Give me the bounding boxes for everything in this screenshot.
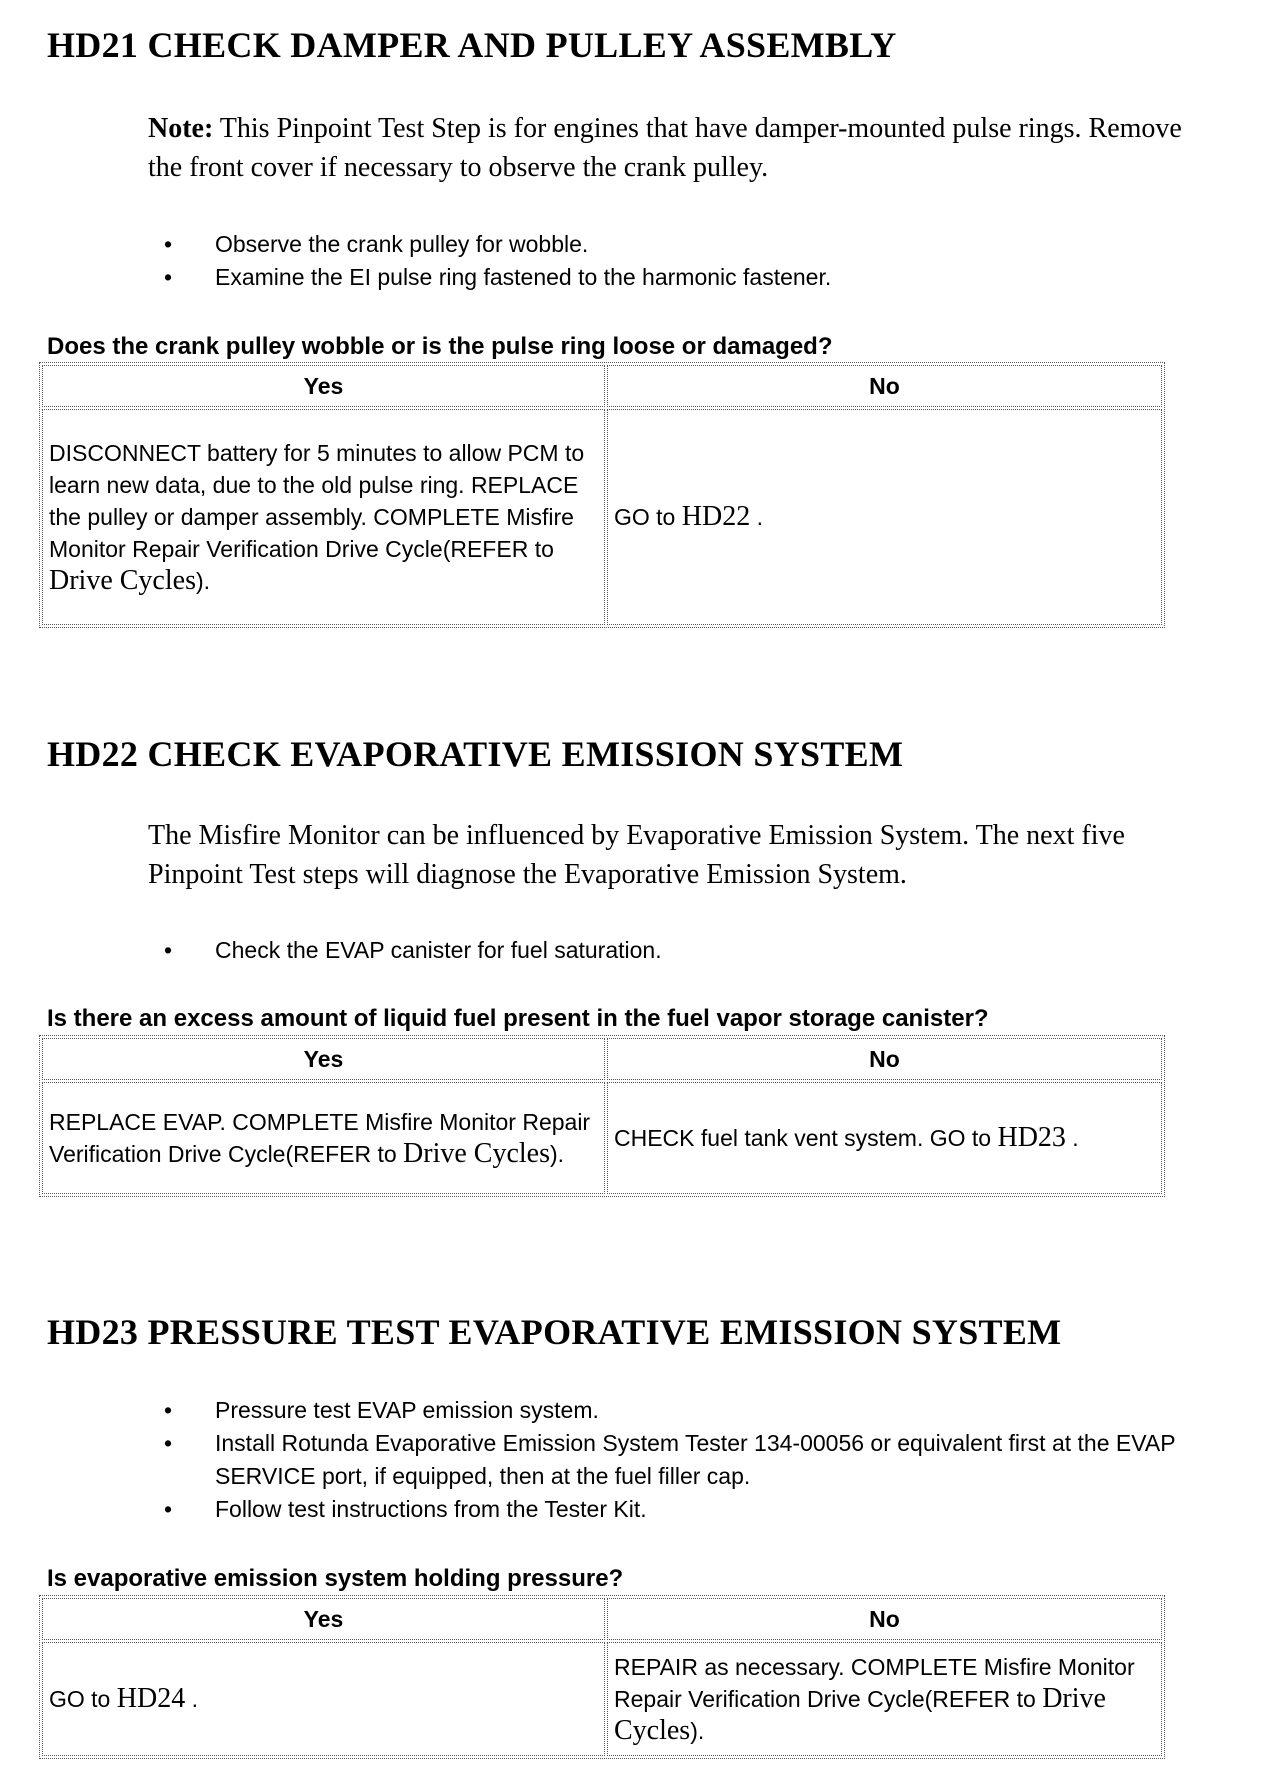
drive-cycles-link[interactable]: Drive Cycles xyxy=(614,1683,1106,1746)
yes-header: Yes xyxy=(42,365,605,407)
table-header-row xyxy=(42,365,1162,407)
yes-header: Yes xyxy=(42,1038,605,1080)
table-row xyxy=(42,409,1162,625)
question-hd23: Is evaporative emission system holding pressure? xyxy=(47,1565,624,1592)
note-paragraph xyxy=(148,109,1208,187)
no-text: GO to xyxy=(614,504,682,530)
table-row xyxy=(42,1082,1162,1194)
note-label: Note: xyxy=(148,113,214,144)
no-cell xyxy=(607,1642,1162,1756)
no-tail: ). xyxy=(690,1718,705,1744)
no-text: REPAIR as necessary. COMPLETE Misfire Monitor Repair Verification Drive Cycle(REFER to xyxy=(614,1654,1135,1712)
yes-text: GO to xyxy=(49,1686,117,1712)
bullet-item: • Examine the EI pulse ring fastened to the harmonic fastener. xyxy=(160,261,1240,294)
answer-table-hd22 xyxy=(39,1035,1165,1197)
yes-cell xyxy=(42,1642,605,1756)
yes-text: DISCONNECT battery for 5 minutes to allow PCM to learn new data, due to the old pulse ring. REPLACE the pulley or damper assembly. COMPLETE Misfire Monitor Repair Verification Drive Cycle(REFER to xyxy=(49,440,585,562)
bullet-list-hd23 xyxy=(160,1394,1240,1526)
yes-text: REPLACE EVAP. COMPLETE Misfire Monitor Repair Verification Drive Cycle(REFER to xyxy=(49,1109,591,1167)
drive-cycles-link[interactable]: Drive Cycles xyxy=(403,1138,551,1169)
no-cell xyxy=(607,409,1162,625)
bullet-item: • Install Rotunda Evaporative Emission System Tester 134-00056 or equivalent first at the EVAP SERVICE port, if equipped, then at the fuel filler cap. xyxy=(160,1427,1240,1493)
bullet-list-hd21 xyxy=(160,228,1240,294)
yes-cell xyxy=(42,1082,605,1194)
section-title-hd22: HD22 CHECK EVAPORATIVE EMISSION SYSTEM xyxy=(47,734,904,774)
bullet-item: • Pressure test EVAP emission system. xyxy=(160,1394,1240,1427)
yes-tail: ). xyxy=(550,1141,565,1167)
question-hd21: Does the crank pulley wobble or is the pulse ring loose or damaged? xyxy=(47,333,833,360)
no-cell xyxy=(607,1082,1162,1194)
bullet-item: • Check the EVAP canister for fuel saturation. xyxy=(160,934,1240,967)
no-text: CHECK fuel tank vent system. GO to xyxy=(614,1125,998,1151)
answer-table-hd23 xyxy=(39,1595,1165,1759)
table-header-row xyxy=(42,1038,1162,1080)
no-header: No xyxy=(607,1598,1162,1640)
no-header: No xyxy=(607,365,1162,407)
yes-tail: . xyxy=(185,1686,198,1712)
intro-paragraph: The Misfire Monitor can be influenced by Evaporative Emission System. The next five Pinpoint Test steps will diagnose the Evaporative Emission System. xyxy=(148,820,1125,890)
yes-tail: ). xyxy=(195,568,211,594)
section-title-hd23: HD23 PRESSURE TEST EVAPORATIVE EMISSION SYSTEM xyxy=(47,1312,1062,1352)
bullet-item: • Follow test instructions from the Tester Kit. xyxy=(160,1493,1240,1526)
answer-table-hd21 xyxy=(39,362,1165,628)
section-title-hd21: HD21 CHECK DAMPER AND PULLEY ASSEMBLY xyxy=(47,25,897,65)
yes-header: Yes xyxy=(42,1598,605,1640)
drive-cycles-link[interactable]: Drive Cycles xyxy=(49,565,196,596)
note-text: This Pinpoint Test Step is for engines that have damper-mounted pulse rings. Remove the front cover if necessary to observe the crank pulley. xyxy=(148,113,1182,183)
hd24-link[interactable]: HD24 xyxy=(116,1683,186,1714)
hd22-link[interactable]: HD22 xyxy=(681,501,751,532)
no-tail: . xyxy=(750,504,763,530)
table-row xyxy=(42,1642,1162,1756)
hd23-link[interactable]: HD23 xyxy=(997,1122,1066,1153)
yes-cell xyxy=(42,409,605,625)
table-header-row xyxy=(42,1598,1162,1640)
no-tail: . xyxy=(1065,1125,1079,1151)
no-header: No xyxy=(607,1038,1162,1080)
bullet-item: • Observe the crank pulley for wobble. xyxy=(160,228,1240,261)
question-hd22: Is there an excess amount of liquid fuel present in the fuel vapor storage canister? xyxy=(47,1005,989,1032)
bullet-list-hd22 xyxy=(160,934,1240,967)
